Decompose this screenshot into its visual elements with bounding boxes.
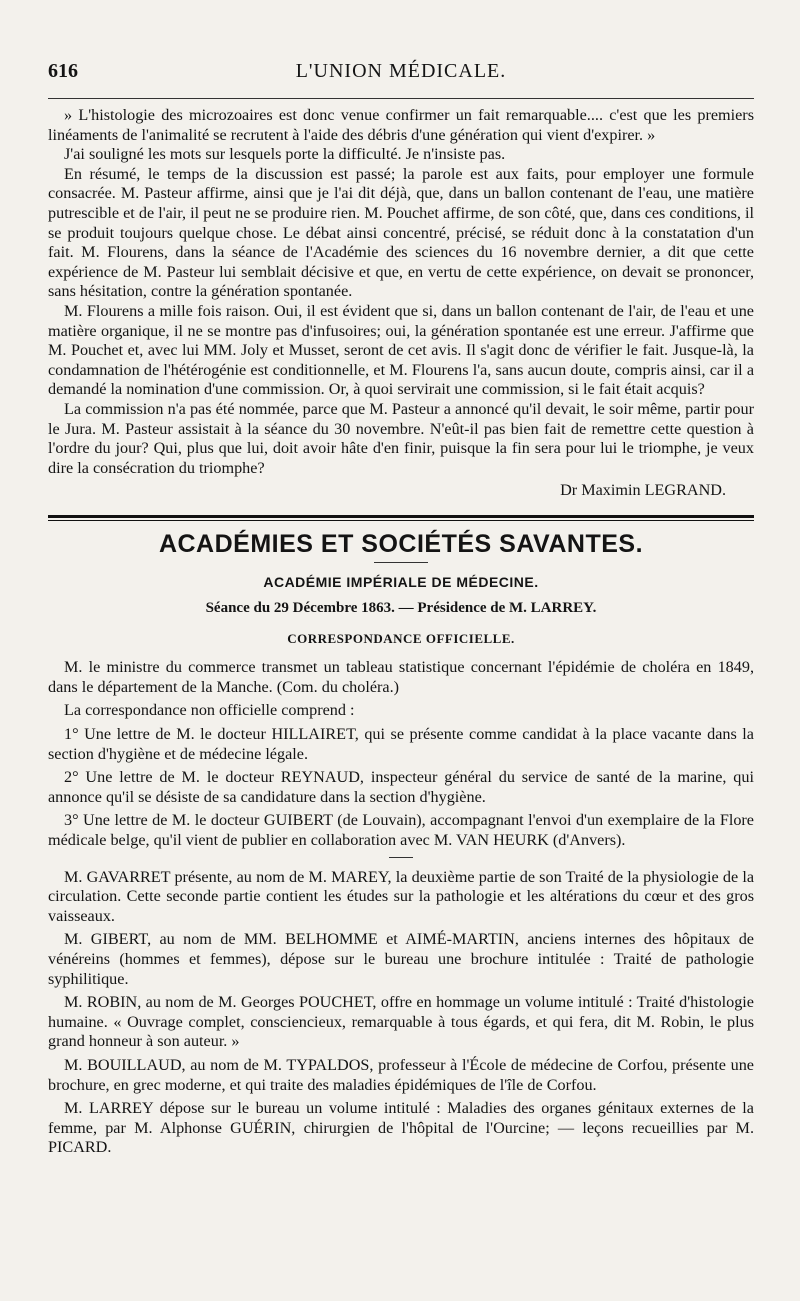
proceedings-paragraph-1: M. GAVARRET présente, au nom de M. MAREY, la deuxième partie de son Traité de la physiologie de la circulation. Cette seconde partie contient les études sur la pathologie et les altérations du cœur et des gros vaisseaux.: [48, 867, 754, 925]
proceedings-paragraph-5: M. LARREY dépose sur le bureau un volume intitulé : Maladies des organes génitaux externes de la femme, par M. Alphonse GUÉRIN, chirurgien de l'hôpital de l'Ourcine; — leçons recueillies par M. PICARD.: [48, 1099, 754, 1157]
author-signature: Dr Maximin LEGRAND.: [560, 481, 726, 500]
academy-heading: ACADÉMIE IMPÉRIALE DE MÉDECINE.: [263, 574, 539, 591]
article-paragraph-1: » L'histologie des microzoaires est donc venue confirmer un fait remarquable.... c'est que les premiers linéaments de l'animalité se recrutent à l'aide des débris d'une génération qui vient d'expirer. »: [48, 106, 754, 144]
correspondance-item-1: 1° Une lettre de M. le docteur HILLAIRET, qui se présente comme candidat à la place vacante dans la section d'hygiène et de médecine légale.: [48, 725, 754, 763]
separator-dash: [389, 857, 413, 858]
proceedings-paragraph-4: M. BOUILLAUD, au nom de M. TYPALDOS, professeur à l'École de médecine de Corfou, présente une brochure, en grec moderne, et qui traite des maladies épidémiques de l'île de Corfou.: [48, 1055, 754, 1094]
correspondance-item-2: 2° Une lettre de M. le docteur REYNAUD, inspecteur général du service de santé de la marine, qui annonce qu'il se désiste de sa candidature dans la section d'hygiène.: [48, 768, 754, 806]
section-title: ACADÉMIES ET SOCIÉTÉS SAVANTES.: [158, 529, 644, 558]
correspondance-paragraph-2: La correspondance non officielle comprend :: [64, 701, 355, 720]
short-rule: [374, 562, 428, 563]
correspondance-paragraph-1: M. le ministre du commerce transmet un tableau statistique concernant l'épidémie de choléra en 1849, dans le département de la Manche. (Com. du choléra.): [48, 658, 754, 696]
article-paragraph-5: La commission n'a pas été nommée, parce que M. Pasteur a annoncé qu'il devait, le soir même, partir pour le Jura. M. Pasteur assistait à la séance du 30 novembre. N'eût-il pas bien fait de remettre cette question à l'ordre du jour? Qui, plus que lui, doit avoir hâte d'en finir, puisque la fin sera pour lui le triomphe, je veux dire la consécration du triomphe?: [48, 399, 754, 477]
page-number: 616: [48, 60, 78, 82]
article-paragraph-2: J'ai souligné les mots sur lesquels porte la difficulté. Je n'insiste pas.: [64, 145, 506, 164]
article-paragraph-3: En résumé, le temps de la discussion est passé; la parole est aux faits, pour employer une formule consacrée. M. Pasteur affirme, ainsi que je l'ai dit déjà, que, dans un ballon contenant de l'eau, une matière putrescible et de l'air, il peut ne se produire rien. M. Pouchet affirme, de son côté, que, dans ces conditions, il se produit toujours quelque chose. Le débat ainsi concentré, précisé, se réduit donc à la constatation d'un fait. M. Flourens, dans la séance de l'Académie des sciences du 16 novembre dernier, a dit que cette expérience de M. Pasteur lui semblait décisive et que, en vertu de cette expérience, on devait se prononcer, sans hésitation, contre la génération spontanée.: [48, 164, 754, 301]
header-rule: [48, 98, 754, 99]
correspondance-item-3: 3° Une lettre de M. le docteur GUIBERT (de Louvain), accompagnant l'envoi d'un exemplaire de la Flore médicale belge, qu'il vient de publier en collaboration avec M. VAN HEURK (d'Anvers).: [48, 811, 754, 849]
article-paragraph-4: M. Flourens a mille fois raison. Oui, il est évident que si, dans un ballon contenant de l'air, de l'eau et une matière organique, il ne se montre pas d'infusoires; oui, la génération spontanée est une erreur. J'affirme que M. Pouchet et, avec lui MM. Joly et Musset, seront de cet avis. Il s'agit donc de vérifier le fait. Jusque-là, la condamnation de l'hétérogénie est conditionnelle, et M. Flourens l'a, sans aucun doute, compris ainsi, car il a demandé la nomination d'une commission. Or, à quoi servirait une commission, si le fait était acquis?: [48, 301, 754, 399]
section-divider: [48, 515, 754, 521]
article-body: [48, 106, 754, 1162]
page-header: [48, 60, 754, 88]
proceedings-paragraph-2: M. GIBERT, au nom de MM. BELHOMME et AIMÉ-MARTIN, anciens internes des hôpitaux de vénéreins (hommes et femmes), dépose sur le bureau une brochure intitulée : Traité de pathologie syphilitique.: [48, 930, 754, 988]
proceedings: [48, 658, 754, 1158]
correspondance-heading: CORRESPONDANCE OFFICIELLE.: [287, 630, 515, 646]
journal-title: L'UNION MÉDICALE.: [295, 60, 507, 82]
proceedings-paragraph-3: M. ROBIN, au nom de M. Georges POUCHET, offre en hommage un volume intitulé : Traité d'histologie humaine. « Ouvrage complet, consciencieux, remarquable à tous égards, et qui fera, dit M. Robin, le plus grand honneur à son auteur. »: [48, 993, 754, 1051]
seance-heading: Séance du 29 Décembre 1863. — Présidence de M. LARREY.: [205, 600, 597, 617]
